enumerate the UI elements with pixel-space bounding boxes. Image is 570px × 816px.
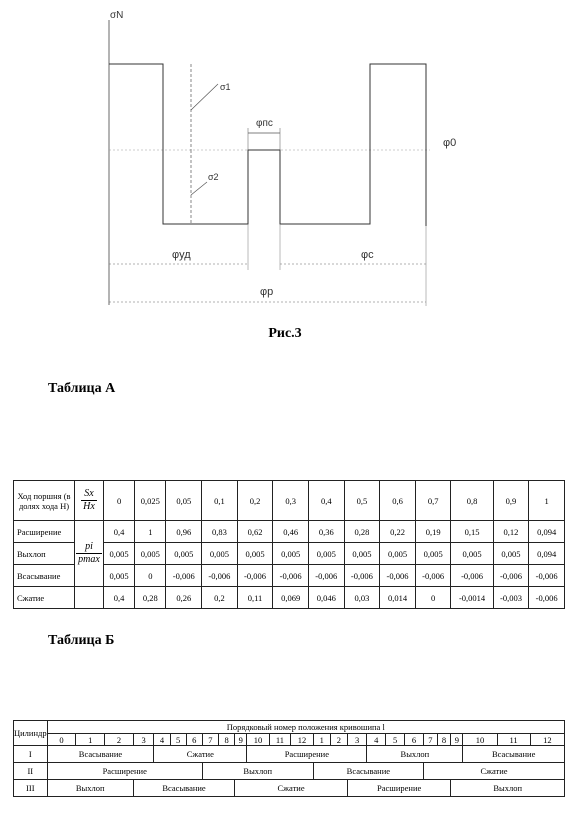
cell: -0,006 — [237, 565, 273, 587]
cylinder-label: I — [14, 746, 48, 763]
row-label: Расширение — [14, 521, 75, 543]
phase-cell: Выхлоп — [451, 780, 565, 797]
phi-ud-label: φуд — [172, 249, 191, 261]
cell: 0,005 — [202, 543, 238, 565]
cylinder-label: II — [14, 763, 48, 780]
phase-cell: Сжатие — [235, 780, 348, 797]
table-a-title: Таблица А — [48, 381, 116, 396]
phase-cell: Всасывание — [47, 746, 154, 763]
table-b-title: Таблица Б — [48, 633, 115, 648]
cell: 0,26 — [166, 587, 202, 609]
pressure-symbol — [75, 521, 104, 587]
cell: 0,005 — [415, 543, 451, 565]
cell: 0,15 — [451, 521, 493, 543]
position-cell: 2 — [330, 734, 347, 746]
cell: 0,11 — [237, 587, 273, 609]
phase-cell: Выхлоп — [47, 780, 133, 797]
cell — [75, 587, 104, 609]
row-label: Выхлоп — [14, 543, 75, 565]
phase-cell: Расширение — [247, 746, 367, 763]
position-cell: 8 — [437, 734, 451, 746]
phase-cell: Сжатие — [424, 763, 565, 780]
cell: 0 — [415, 587, 451, 609]
phase-cell: Сжатие — [154, 746, 247, 763]
cell: 0,005 — [493, 543, 529, 565]
cell: 0,005 — [237, 543, 273, 565]
cell: 0,4 — [104, 587, 135, 609]
cell: 0,005 — [380, 543, 416, 565]
cylinder-header: Цилиндр — [14, 721, 48, 746]
stroke-value: 0,025 — [135, 481, 166, 521]
cell: 0,005 — [104, 543, 135, 565]
position-cell: 7 — [424, 734, 438, 746]
cell: -0,006 — [166, 565, 202, 587]
position-cell: 1 — [313, 734, 330, 746]
cell: 0,22 — [380, 521, 416, 543]
table-row — [14, 587, 565, 609]
table-row — [14, 780, 565, 797]
frac-den: Hx — [83, 501, 95, 512]
cell: 0 — [135, 565, 166, 587]
cell: 0,005 — [104, 565, 135, 587]
stroke-value: 0,7 — [415, 481, 451, 521]
cell: -0,006 — [415, 565, 451, 587]
stroke-value: 0,6 — [380, 481, 416, 521]
stroke-value: 0,4 — [308, 481, 344, 521]
cell: 0,62 — [237, 521, 273, 543]
figure-caption: Рис.3 — [268, 326, 302, 341]
phase-cell: Выхлоп — [202, 763, 313, 780]
cell: 1 — [135, 521, 166, 543]
position-cell: 4 — [367, 734, 386, 746]
position-cell: 9 — [451, 734, 463, 746]
position-cell: 7 — [202, 734, 218, 746]
phase-cell: Всасывание — [133, 780, 234, 797]
cell: 0,005 — [135, 543, 166, 565]
phase-cell: Всасывание — [313, 763, 423, 780]
cell: -0,003 — [493, 587, 529, 609]
cell: -0,006 — [344, 565, 380, 587]
stroke-header: Ход поршня (в долях хода H) — [14, 481, 75, 521]
stroke-value: 0,5 — [344, 481, 380, 521]
position-cell: 1 — [76, 734, 105, 746]
cell: 0,005 — [273, 543, 309, 565]
cell: 0,005 — [451, 543, 493, 565]
phase-cell: Выхлоп — [367, 746, 463, 763]
sigma1-label: σ1 — [220, 82, 231, 92]
position-cell: 6 — [186, 734, 202, 746]
phi-0-label: φ0 — [443, 137, 457, 149]
sigma1-leader — [191, 84, 218, 110]
cell: 0,83 — [202, 521, 238, 543]
cell: 0,2 — [202, 587, 238, 609]
table-b-header-row — [14, 721, 565, 734]
position-cell: 3 — [347, 734, 367, 746]
phase-cell: Расширение — [347, 780, 451, 797]
cell: 0,094 — [529, 543, 565, 565]
stroke-value: 0,05 — [166, 481, 202, 521]
stroke-value: 0,8 — [451, 481, 493, 521]
cell: -0,006 — [529, 565, 565, 587]
position-cell: 6 — [405, 734, 424, 746]
position-cell: 5 — [170, 734, 186, 746]
positions-row — [14, 734, 565, 746]
cell: 0,46 — [273, 521, 309, 543]
stroke-fraction — [75, 481, 104, 521]
position-cell: 10 — [247, 734, 269, 746]
sym-bottom: pmax — [78, 554, 100, 565]
stroke-value: 1 — [529, 481, 565, 521]
cell: 0,005 — [308, 543, 344, 565]
cell: -0,006 — [308, 565, 344, 587]
table-row — [14, 763, 565, 780]
stroke-value: 0,9 — [493, 481, 529, 521]
stroke-value: 0,2 — [237, 481, 273, 521]
cell: 0,28 — [135, 587, 166, 609]
positions-span-header: Порядковый номер положения кривошипа l — [47, 721, 564, 734]
stress-waveform — [109, 64, 426, 226]
stroke-value: 0 — [104, 481, 135, 521]
position-cell: 10 — [463, 734, 497, 746]
cell: 0,03 — [344, 587, 380, 609]
cell: -0,006 — [451, 565, 493, 587]
position-cell: 12 — [530, 734, 564, 746]
cylinder-label: III — [14, 780, 48, 797]
table-row — [14, 521, 565, 543]
position-cell: 11 — [497, 734, 530, 746]
position-cell: 0 — [47, 734, 76, 746]
stress-diagram — [0, 0, 570, 320]
phase-cell: Всасывание — [463, 746, 565, 763]
position-cell: 11 — [269, 734, 291, 746]
cell: 0,96 — [166, 521, 202, 543]
cell: 0,005 — [344, 543, 380, 565]
position-cell: 9 — [235, 734, 247, 746]
position-cell: 3 — [133, 734, 154, 746]
cell: 0,005 — [166, 543, 202, 565]
cell: 0,069 — [273, 587, 309, 609]
cell: -0,0014 — [451, 587, 493, 609]
cell: 0,094 — [529, 521, 565, 543]
position-cell: 2 — [105, 734, 134, 746]
cell: 0,19 — [415, 521, 451, 543]
table-a-header-row — [14, 481, 565, 521]
cell: -0,006 — [202, 565, 238, 587]
cell: 0,36 — [308, 521, 344, 543]
cell: 0,014 — [380, 587, 416, 609]
table-a — [13, 480, 565, 609]
cell: -0,006 — [273, 565, 309, 587]
sigma2-leader — [191, 182, 207, 195]
phi-pc-label: φпс — [256, 118, 273, 129]
stroke-value: 0,1 — [202, 481, 238, 521]
position-cell: 8 — [218, 734, 234, 746]
table-b — [13, 720, 565, 797]
row-label: Всасывание — [14, 565, 75, 587]
sigma2-label: σ2 — [208, 172, 219, 182]
cell: 0,28 — [344, 521, 380, 543]
cell: -0,006 — [380, 565, 416, 587]
cell: 0,4 — [104, 521, 135, 543]
y-axis-label: σN — [110, 10, 124, 21]
position-cell: 12 — [291, 734, 313, 746]
cell: -0,006 — [529, 587, 565, 609]
cell: -0,006 — [493, 565, 529, 587]
position-cell: 4 — [154, 734, 170, 746]
phi-c-label: φс — [361, 249, 374, 261]
position-cell: 5 — [386, 734, 405, 746]
row-label: Сжатие — [14, 587, 75, 609]
sym-top: pi — [76, 541, 102, 554]
phase-cell: Расширение — [47, 763, 202, 780]
cell: 0,046 — [308, 587, 344, 609]
table-row — [14, 746, 565, 763]
stroke-value: 0,3 — [273, 481, 309, 521]
phi-p-label: φр — [260, 286, 274, 298]
cell: 0,12 — [493, 521, 529, 543]
frac-num: Sx — [81, 488, 97, 501]
